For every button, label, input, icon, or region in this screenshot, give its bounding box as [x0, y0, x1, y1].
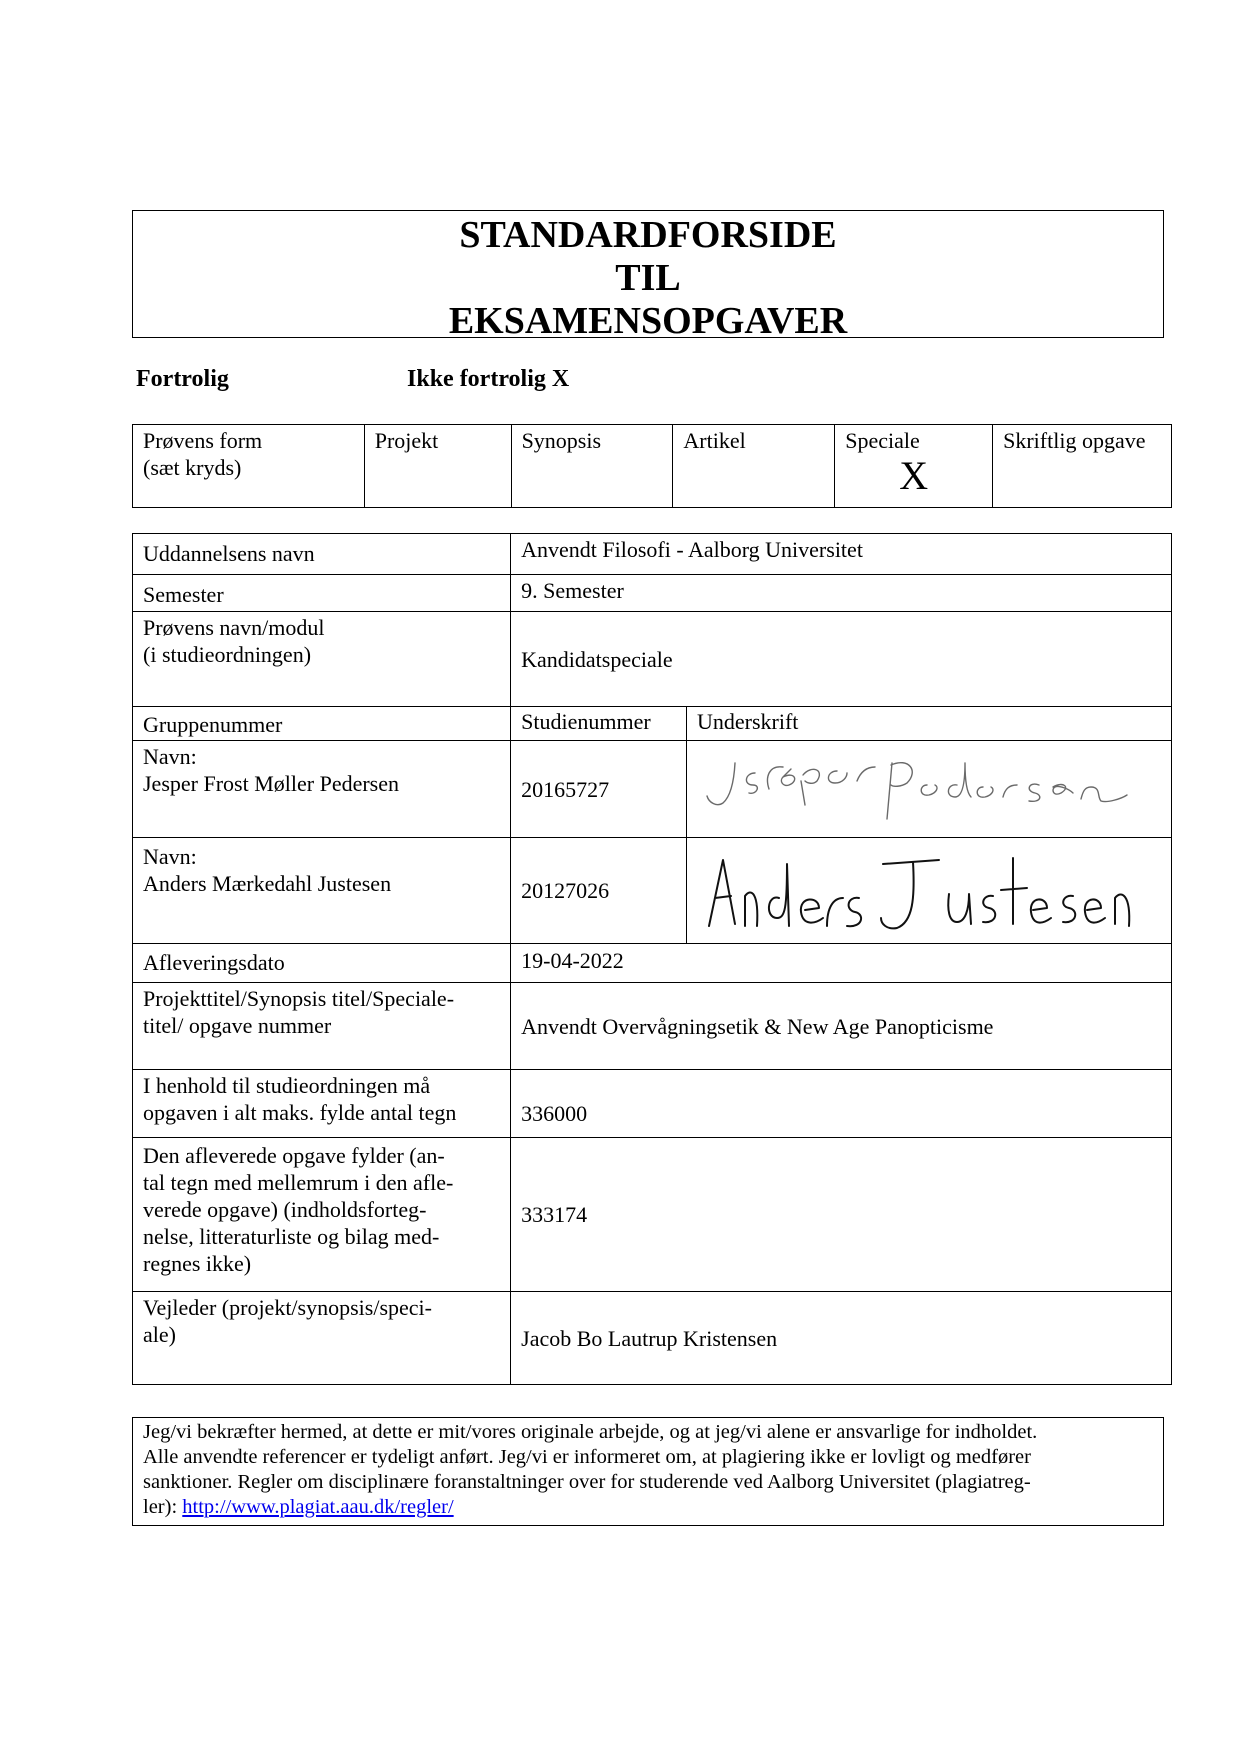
student1-signature-cell [686, 741, 1171, 838]
submission-date-label: Afleveringsdato [133, 944, 511, 983]
exam-form-table [132, 424, 1172, 508]
actual-characters-value: 333174 [511, 1138, 1172, 1292]
student1-number: 20165727 [511, 741, 687, 838]
supervisor-value: Jacob Bo Lautrup Kristensen [511, 1292, 1172, 1385]
student1-name-label: Navn: [143, 744, 197, 769]
exam-form-label: Prøvens form (sæt kryds) [133, 425, 365, 508]
option-synopsis: Synopsis [511, 425, 673, 508]
declaration-box [132, 1417, 1164, 1526]
education-label: Uddannelsens navn [133, 534, 511, 575]
option-article: Artikel [673, 425, 835, 508]
thesis-selected-mark: X [899, 453, 929, 498]
declaration-line-2: Alle anvendte referencer er tydeligt anført. Jeg/vi er informeret om, at plagiering ikke er lovligt og medfører [143, 1446, 1031, 1468]
option-thesis: Speciale [845, 428, 920, 453]
student-number-header: Studienummer [511, 707, 687, 741]
option-written-assignment: Skriftlig opgave [993, 425, 1172, 508]
title-box [132, 210, 1164, 342]
actual-characters-label: Den afleverede opgave fylder (an- tal tegn med mellemrum i den afle- verede opgave) (indholdsforteg- nelse, litteraturliste og bilag med- regnes ikke) [133, 1138, 511, 1292]
group-number-label: Gruppenummer [133, 707, 511, 741]
supervisor-label: Vejleder (projekt/synopsis/speci- ale) [133, 1292, 511, 1385]
option-project: Projekt [364, 425, 511, 508]
student2-name-label: Navn: [143, 844, 197, 869]
title-line-2: TIL [615, 257, 681, 299]
max-characters-value: 336000 [511, 1070, 1172, 1138]
declaration-line-3: sanktioner. Regler om disciplinære foranstaltninger over for studerende ved Aalborg Universitet (plagiatreg- [143, 1471, 1031, 1493]
semester-label: Semester [133, 575, 511, 612]
title-line-3: EKSAMENSOPGAVER [448, 300, 848, 342]
title-line-1: STANDARDFORSIDE [459, 214, 837, 256]
max-characters-label: I henhold til studieordningen må opgaven i alt maks. fylde antal tegn [133, 1070, 511, 1138]
declaration-line-4-prefix: ler): [143, 1496, 183, 1518]
education-value: Anvendt Filosofi - Aalborg Universitet [511, 534, 1172, 575]
student2-signature [687, 838, 1171, 942]
info-table [132, 533, 1172, 1385]
declaration-line-4 [143, 1495, 1153, 1520]
semester-value: 9. Semester [511, 575, 1172, 612]
not-confidential-label: Ikke fortrolig X [407, 366, 570, 392]
student2-signature-cell [686, 838, 1171, 944]
student2-number: 20127026 [511, 838, 687, 944]
option-thesis-cell [835, 425, 993, 508]
confidential-label: Fortrolig [136, 366, 229, 392]
declaration-line-1: Jeg/vi bekræfter hermed, at dette er mit/vores originale arbejde, og at jeg/vi alene er ansvarlige for indholdet. [143, 1421, 1038, 1443]
project-title-value: Anvendt Overvågningsetik & New Age Panopticisme [511, 983, 1172, 1070]
project-title-label: Projekttitel/Synopsis titel/Speciale- titel/ opgave nummer [133, 983, 511, 1070]
submission-date-value: 19-04-2022 [511, 944, 1172, 983]
exam-name-value: Kandidatspeciale [511, 612, 1172, 707]
student1-signature [687, 741, 1171, 836]
student2-name: Anders Mærkedahl Justesen [143, 871, 392, 896]
student1-name: Jesper Frost Møller Pedersen [143, 771, 400, 796]
signature-header: Underskrift [686, 707, 1171, 741]
plagiarism-rules-link[interactable]: http://www.plagiat.aau.dk/regler/ [182, 1496, 454, 1518]
exam-name-label: Prøvens navn/modul (i studieordningen) [133, 612, 511, 707]
